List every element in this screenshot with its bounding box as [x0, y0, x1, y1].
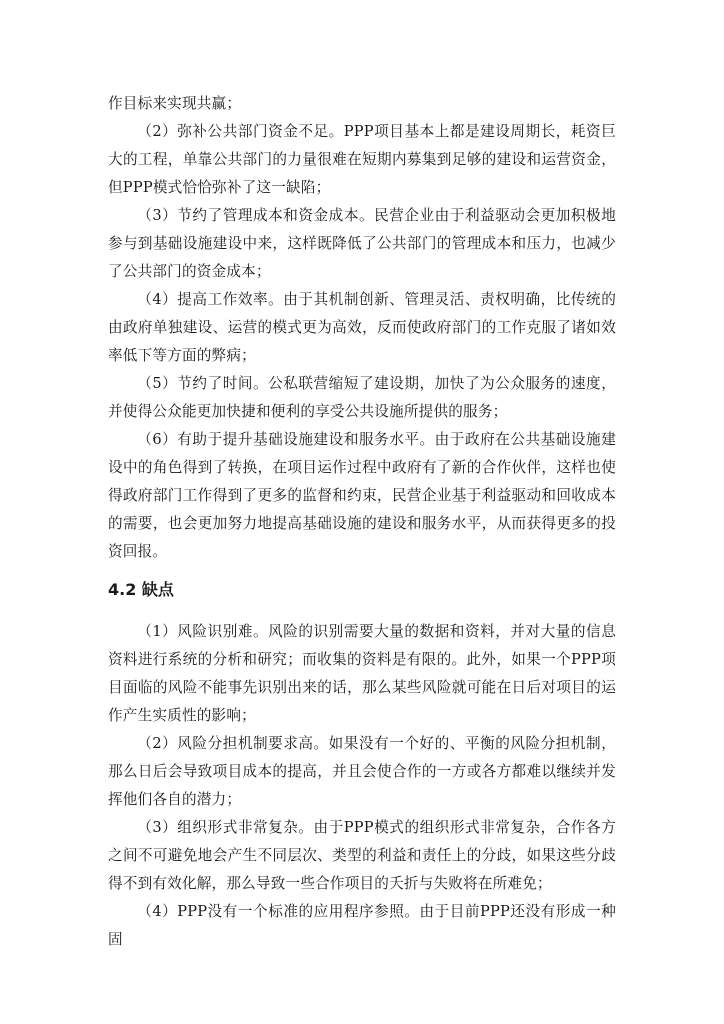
paragraph-advantage-3: （3）节约了管理成本和资金成本。民营企业由于利益驱动会更加积极地参与到基础设施建设中来，这样既降低了公共部门的管理成本和压力，也减少了公共部门的资金成本； [108, 207, 616, 280]
paragraph-advantage-5: （5）节约了时间。公私联营缩短了建设期，加快了为公众服务的速度，并使得公众能更加快捷和便利的享受公共设施所提供的服务； [108, 375, 616, 420]
paragraph-advantage-2: （2）弥补公共部门资金不足。PPP项目基本上都是建设周期长，耗资巨大的工程，单靠公共部门的力量很难在短期内募集到足够的建设和运营资金，但PPP模式恰恰弥补了这一缺陷； [108, 123, 616, 196]
paragraph-continuation: 作目标来实现共赢； [108, 95, 242, 112]
paragraph-disadvantage-3: （3）组织形式非常复杂。由于PPP模式的组织形式非常复杂，合作各方之间不可避免地会产生不同层次、类型的利益和责任上的分歧，如果这些分歧得不到有效化解，那么导致一些合作项目的夭折与失败将在所难免； [108, 819, 616, 892]
paragraph-disadvantage-2: （2）风险分担机制要求高。如果没有一个好的、平衡的风险分担机制，那么日后会导致项目成本的提高，并且会使合作的一方或各方都难以继续并发挥他们各自的潜力； [108, 735, 616, 808]
paragraph-advantage-4: （4）提高工作效率。由于其机制创新、管理灵活、责权明确，比传统的由政府单独建设、运营的模式更为高效，反而使政府部门的工作克服了诸如效率低下等方面的弊病； [108, 291, 616, 364]
document-page [108, 90, 616, 954]
paragraph-advantage-6: （6）有助于提升基础设施建设和服务水平。由于政府在公共基础设施建设中的角色得到了转换，在项目运作过程中政府有了新的合作伙伴，这样也使得政府部门工作得到了更多的监督和约束，民营企业基于利益驱动和回收成本的需要，也会更加努力地提高基础设施的建设和服务水平，从而获得更多的投资回报。 [108, 431, 616, 560]
section-heading: 4.2 缺点 [108, 580, 174, 599]
paragraph-disadvantage-4: （4）PPP没有一个标准的应用程序参照。由于目前PPP还没有形成一种固 [108, 903, 616, 948]
paragraph-disadvantage-1: （1）风险识别难。风险的识别需要大量的数据和资料，并对大量的信息资料进行系统的分析和研究；而收集的资料是有限的。此外，如果一个PPP项目面临的风险不能事先识别出来的话，那么某些风险就可能在日后对项目的运作产生实质性的影响； [108, 623, 616, 724]
